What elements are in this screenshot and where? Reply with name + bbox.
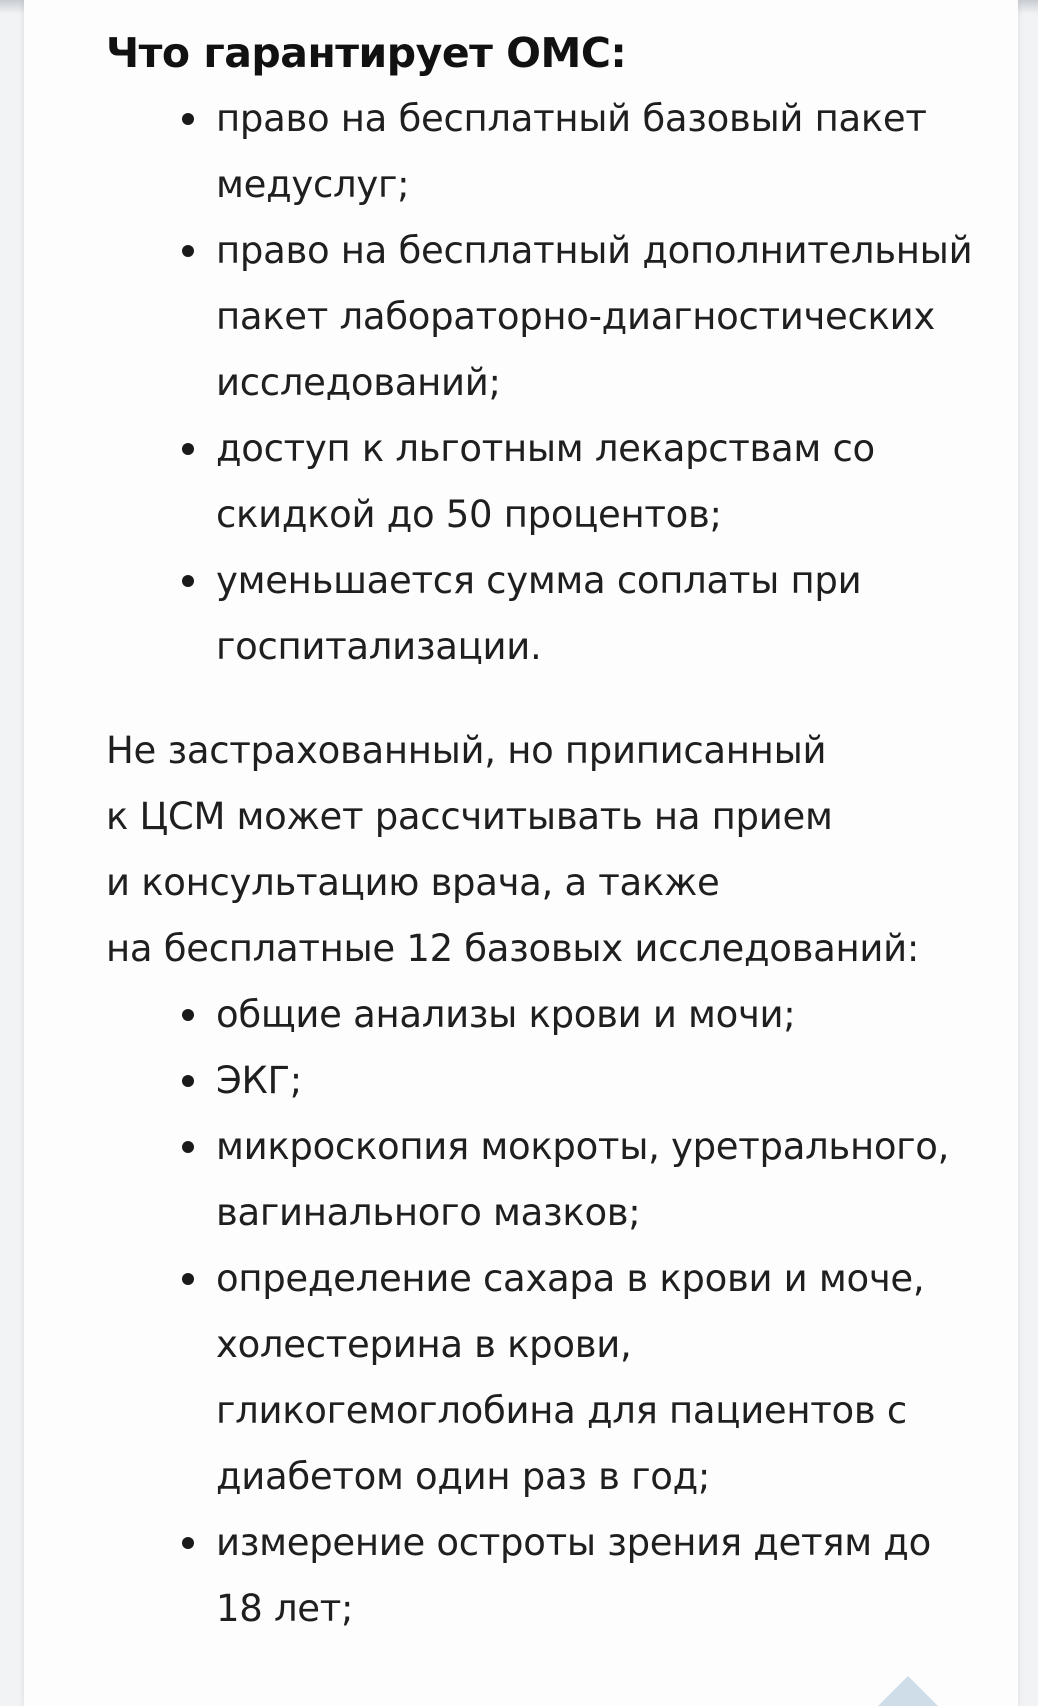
section-heading: Что гарантирует ОМС: — [106, 29, 627, 77]
list-item: ЭКГ; — [106, 1048, 976, 1114]
scroll-up-icon[interactable] — [878, 1676, 938, 1706]
list-item: измерение остроты зрения детям до 18 лет; — [106, 1510, 976, 1642]
body-paragraph: Не застрахованный, но приписанный к ЦСМ может рассчитывать на прием и консультацию врача, а также на бесплатные 12 базовых исследований: — [106, 729, 920, 970]
list-item: общие анализы крови и мочи; — [106, 982, 976, 1048]
article-content — [106, 20, 976, 1642]
list-item: право на бесплатный базовый пакет медуслуг; — [106, 86, 976, 218]
list-item: уменьшается сумма соплаты при госпитализации. — [106, 548, 976, 680]
guarantees-list — [106, 86, 976, 680]
list-item: микроскопия мокроты, уретрального, вагинального мазков; — [106, 1114, 976, 1246]
basic-tests-list — [106, 982, 976, 1642]
list-item: определение сахара в крови и моче, холестерина в крови, гликогемоглобина для пациентов с диабетом один раз в год; — [106, 1246, 976, 1510]
list-item: право на бесплатный дополнительный пакет лабораторно-диагностических исследований; — [106, 218, 976, 416]
list-item: доступ к льготным лекарствам со скидкой до 50 процентов; — [106, 416, 976, 548]
